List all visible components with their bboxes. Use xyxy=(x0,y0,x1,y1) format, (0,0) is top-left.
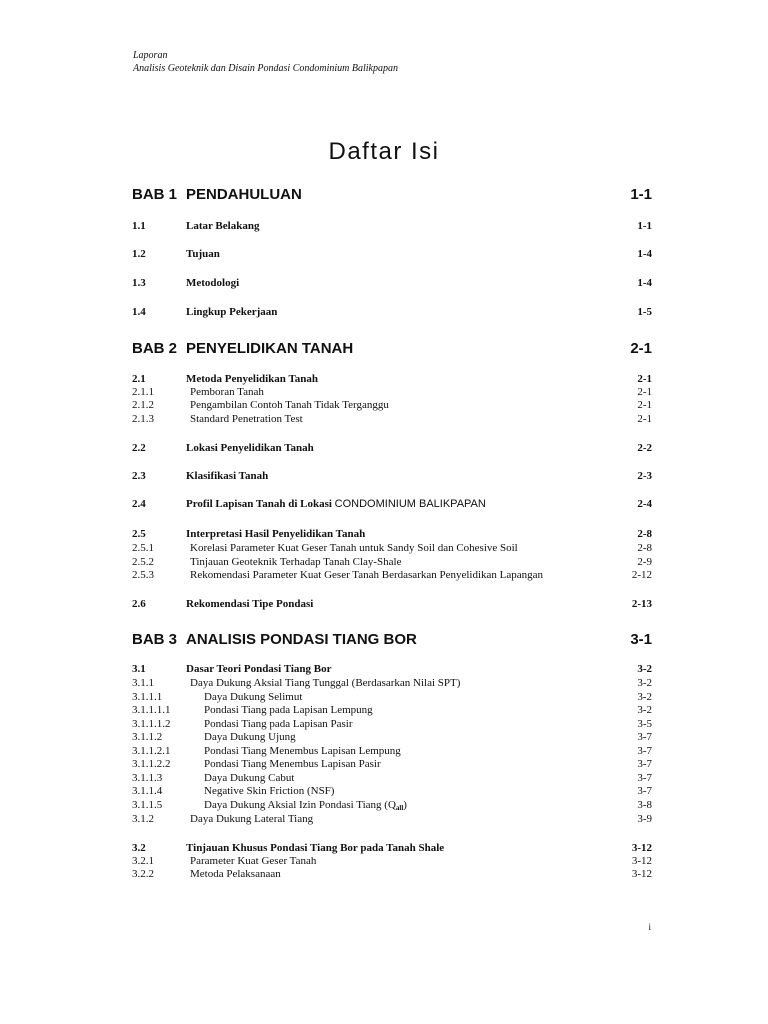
toc-number: 2.1.3 xyxy=(132,413,154,425)
toc-page: 2-1 xyxy=(637,413,652,425)
toc-page: 3-7 xyxy=(637,731,652,743)
toc-entry-3-2[interactable] xyxy=(0,842,768,856)
toc-label-close: ) xyxy=(403,799,407,811)
toc-label: Latar Belakang xyxy=(186,220,260,232)
toc-entry-2-3[interactable] xyxy=(0,470,768,484)
toc-page: 3-12 xyxy=(631,842,652,854)
toc-label: Interpretasi Hasil Penyelidikan Tanah xyxy=(186,528,366,540)
toc-number: 2.3 xyxy=(132,470,146,482)
toc-number: BAB 3 xyxy=(132,631,178,648)
toc-label: Metoda Penyelidikan Tanah xyxy=(186,373,319,385)
toc-label: Tujuan xyxy=(186,248,220,260)
toc-number: 2.1 xyxy=(132,373,146,385)
toc-entry-2-5-3[interactable] xyxy=(0,569,768,583)
toc-number: 1.3 xyxy=(132,277,146,289)
toc-label: Pondasi Tiang pada Lapisan Pasir xyxy=(204,718,353,730)
toc-label: Daya Dukung Ujung xyxy=(204,731,296,743)
toc-label: Pengambilan Contoh Tanah Tidak Terganggu xyxy=(190,399,389,411)
toc-entry-2-5-1[interactable] xyxy=(0,542,768,556)
toc-page: 3-2 xyxy=(637,704,652,716)
toc-page: 3-12 xyxy=(631,855,652,867)
toc-chapter-3[interactable] xyxy=(0,631,768,648)
toc-label: ANALISIS PONDASI TIANG BOR xyxy=(186,631,417,648)
toc-page: 3-9 xyxy=(637,813,652,825)
toc-entry-1-4[interactable] xyxy=(0,306,768,320)
toc-entry-3-1-1-2[interactable] xyxy=(0,731,768,745)
toc-chapter-1[interactable] xyxy=(0,186,768,203)
toc-entry-2-4[interactable] xyxy=(0,498,768,512)
toc-entry-2-5-2[interactable] xyxy=(0,556,768,570)
toc-number: 3.1.1 xyxy=(132,677,154,689)
toc-number: 2.1.2 xyxy=(132,399,154,411)
toc-entry-2-1-3[interactable] xyxy=(0,413,768,427)
toc-label: Pondasi Tiang Menembus Lapisan Pasir xyxy=(204,758,381,770)
toc-label: Dasar Teori Pondasi Tiang Bor xyxy=(186,663,332,675)
toc-number: 3.2.2 xyxy=(132,868,154,880)
toc-number: 2.1.1 xyxy=(132,386,154,398)
toc-number: 3.1.1.2 xyxy=(132,731,163,743)
toc-label: Klasifikasi Tanah xyxy=(186,470,269,482)
toc-page: 3-7 xyxy=(637,758,652,770)
toc-number: 1.2 xyxy=(132,248,146,260)
running-header xyxy=(133,49,398,75)
toc-page: 3-7 xyxy=(637,745,652,757)
toc-page: 3-2 xyxy=(637,663,652,675)
toc-page: 2-12 xyxy=(631,569,652,581)
toc-label: Korelasi Parameter Kuat Geser Tanah untuk Sandy Soil dan Cohesive Soil xyxy=(190,542,518,554)
toc-page: 1-4 xyxy=(637,248,652,260)
toc-page: 2-1 xyxy=(637,373,652,385)
toc-entry-2-6[interactable] xyxy=(0,598,768,612)
toc-label-subscript: all xyxy=(395,804,404,812)
toc-label: Daya Dukung Cabut xyxy=(204,772,295,784)
toc-entry-3-1-1[interactable] xyxy=(0,677,768,691)
toc-page: 1-1 xyxy=(630,186,652,203)
toc-entry-2-1-1[interactable] xyxy=(0,386,768,400)
toc-label: Pondasi Tiang pada Lapisan Lempung xyxy=(204,704,373,716)
toc-page: 3-1 xyxy=(630,631,652,648)
toc-page: 2-9 xyxy=(637,556,652,568)
toc-page: 2-13 xyxy=(631,598,652,610)
toc-page: 2-1 xyxy=(630,340,652,357)
toc-entry-3-1-1-2-1[interactable] xyxy=(0,745,768,759)
page-number: i xyxy=(648,922,651,932)
toc-number: 2.2 xyxy=(132,442,146,454)
toc-page: 2-3 xyxy=(637,470,652,482)
toc-number: BAB 1 xyxy=(132,186,178,203)
toc-label: Metodologi xyxy=(186,277,240,289)
toc-number: 2.5.2 xyxy=(132,556,154,568)
toc-number: 3.1.1.1 xyxy=(132,691,163,703)
toc-label: Tinjauan Khusus Pondasi Tiang Bor pada Tanah Shale xyxy=(186,842,445,854)
toc-label: Daya Dukung Aksial Tiang Tunggal (Berdasarkan Nilai SPT) xyxy=(190,677,461,689)
toc-page: 3-7 xyxy=(637,785,652,797)
toc-entry-1-3[interactable] xyxy=(0,277,768,291)
toc-label: Pondasi Tiang Menembus Lapisan Lempung xyxy=(204,745,401,757)
toc-entry-3-1-1-1-1[interactable] xyxy=(0,704,768,718)
toc-entry-1-1[interactable] xyxy=(0,220,768,234)
toc-number: 3.1.1.1.1 xyxy=(132,704,171,716)
toc-page: 2-1 xyxy=(637,386,652,398)
toc-label-text: Profil Lapisan Tanah di Lokasi xyxy=(186,498,332,510)
toc-page: 2-2 xyxy=(637,442,652,454)
toc-label: PENYELIDIKAN TANAH xyxy=(186,340,354,357)
toc-page: 3-12 xyxy=(631,868,652,880)
toc-label: Rekomendasi Parameter Kuat Geser Tanah Berdasarkan Penyelidikan Lapangan xyxy=(190,569,544,581)
toc-chapter-2[interactable] xyxy=(0,340,768,357)
toc-number: 3.1.1.2.1 xyxy=(132,745,171,757)
toc-number: 3.1.1.3 xyxy=(132,772,163,784)
toc-number: 1.1 xyxy=(132,220,146,232)
toc-entry-3-1-1-1-2[interactable] xyxy=(0,718,768,732)
toc-entry-3-1-1-2-2[interactable] xyxy=(0,758,768,772)
toc-number: 3.1.1.2.2 xyxy=(132,758,171,770)
toc-label: Negative Skin Friction (NSF) xyxy=(204,785,335,797)
toc-number: 2.5.1 xyxy=(132,542,154,554)
toc-number: 2.5 xyxy=(132,528,146,540)
toc-page: 2-1 xyxy=(637,399,652,411)
toc-label: Daya Dukung Lateral Tiang xyxy=(190,813,314,825)
toc-label-project-name: CONDOMINIUM BALIKPAPAN xyxy=(334,498,486,510)
toc-label: Standard Penetration Test xyxy=(190,413,303,425)
toc-entry-3-1-2[interactable] xyxy=(0,813,768,827)
toc-page: 2-8 xyxy=(637,528,652,540)
toc-page: 1-1 xyxy=(637,220,652,232)
toc-entry-3-1[interactable] xyxy=(0,663,768,677)
toc-number: 3.1.1.4 xyxy=(132,785,163,797)
toc-number: 3.1.2 xyxy=(132,813,154,825)
toc-number: 1.4 xyxy=(132,306,146,318)
toc-number: 2.6 xyxy=(132,598,146,610)
toc-entry-3-1-1-4[interactable] xyxy=(0,785,768,799)
toc-page: 2-4 xyxy=(637,498,652,510)
toc-label: Lokasi Penyelidikan Tanah xyxy=(186,442,314,454)
toc-entry-3-1-1-3[interactable] xyxy=(0,772,768,786)
toc-entry-3-2-2[interactable] xyxy=(0,868,768,882)
toc-page: 3-8 xyxy=(637,799,652,811)
toc-entry-3-1-1-5[interactable] xyxy=(0,799,768,813)
toc-page: 3-2 xyxy=(637,677,652,689)
toc-number: 3.2 xyxy=(132,842,146,854)
toc-page: 3-7 xyxy=(637,772,652,784)
toc-number: 2.4 xyxy=(132,498,146,510)
toc-entry-3-1-1-1[interactable] xyxy=(0,691,768,705)
toc-page: 3-2 xyxy=(637,691,652,703)
toc-number: 3.1.1.5 xyxy=(132,799,163,811)
toc-page: 3-5 xyxy=(637,718,652,730)
toc-label: Parameter Kuat Geser Tanah xyxy=(190,855,317,867)
toc-label-text: Daya Dukung Aksial Izin Pondasi Tiang (Q xyxy=(204,799,396,811)
toc-entry-2-1[interactable] xyxy=(0,373,768,387)
toc-entry-2-2[interactable] xyxy=(0,442,768,456)
toc-label: Lingkup Pekerjaan xyxy=(186,306,278,318)
page-title: Daftar Isi xyxy=(328,138,440,165)
toc-entry-1-2[interactable] xyxy=(0,248,768,262)
toc-number: 3.1 xyxy=(132,663,146,675)
toc-label: Metoda Pelaksanaan xyxy=(190,868,281,880)
toc-label: Pemboran Tanah xyxy=(190,386,264,398)
toc-label: Tinjauan Geoteknik Terhadap Tanah Clay-Shale xyxy=(190,556,402,568)
toc-label: Daya Dukung Selimut xyxy=(204,691,303,703)
toc-number: 3.1.1.1.2 xyxy=(132,718,171,730)
toc-entry-2-5[interactable] xyxy=(0,528,768,542)
toc-number: 2.5.3 xyxy=(132,569,154,581)
toc-label xyxy=(186,498,486,511)
toc-label: PENDAHULUAN xyxy=(186,186,302,203)
toc-number: 3.2.1 xyxy=(132,855,154,867)
toc-number: BAB 2 xyxy=(132,340,178,357)
toc-entry-3-2-1[interactable] xyxy=(0,855,768,869)
toc-page: 1-5 xyxy=(637,306,652,318)
header-report-label: Laporan xyxy=(133,50,168,61)
toc-page: 2-8 xyxy=(637,542,652,554)
toc-page: 1-4 xyxy=(637,277,652,289)
header-report-title: Analisis Geoteknik dan Disain Pondasi Condominium Balikpapan xyxy=(133,63,398,74)
toc-label: Rekomendasi Tipe Pondasi xyxy=(186,598,314,610)
toc-entry-2-1-2[interactable] xyxy=(0,399,768,413)
